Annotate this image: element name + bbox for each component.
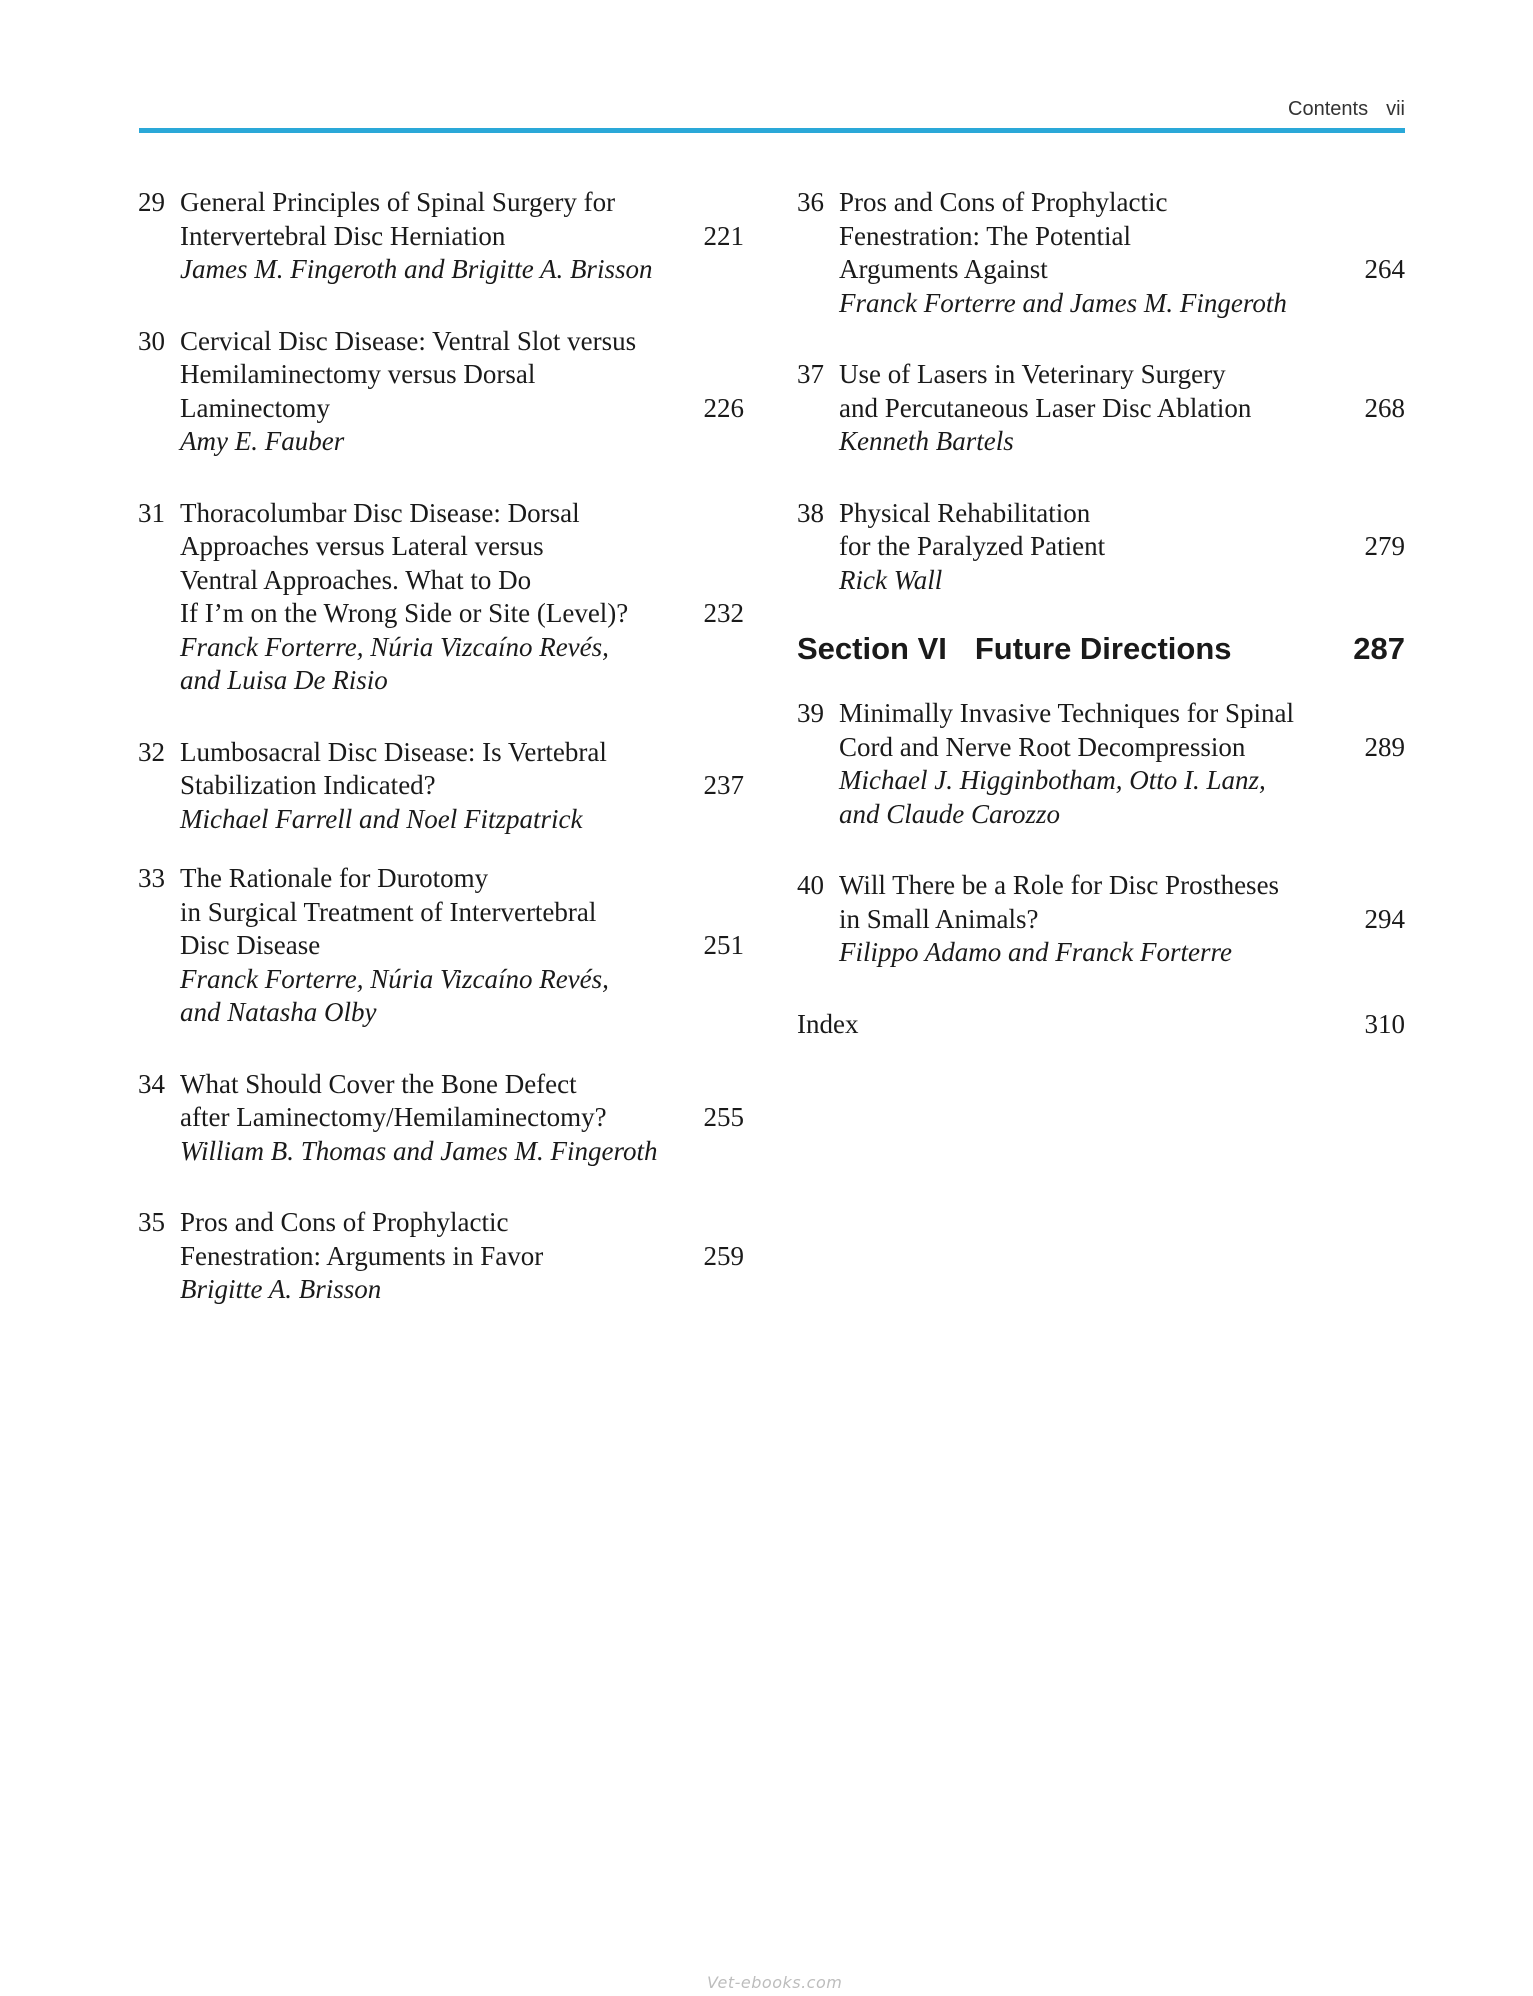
chapter-page: 268 <box>1364 392 1405 423</box>
chapter-authors: Franck Forterre, Núria Vizcaíno Revés, <box>180 963 609 994</box>
chapter-title-line: Intervertebral Disc Herniation <box>180 220 506 251</box>
chapter-authors: and Natasha Olby <box>180 997 377 1027</box>
toc-entry[interactable] <box>138 325 744 459</box>
chapter-authors: and Luisa De Risio <box>180 665 388 695</box>
chapter-title-line: Lumbosacral Disc Disease: Is Vertebral <box>180 736 607 767</box>
chapter-authors: Amy E. Fauber <box>180 426 345 456</box>
chapter-page: 259 <box>703 1240 744 1271</box>
toc-entry[interactable] <box>797 358 1405 459</box>
chapter-body <box>839 869 1345 970</box>
chapter-title-line: Minimally Invasive Techniques for Spinal <box>839 698 1295 728</box>
section-heading <box>797 629 1405 669</box>
toc-section-entries <box>797 697 1405 970</box>
chapter-page: 237 <box>703 770 744 800</box>
chapter-body <box>839 186 1345 320</box>
chapter-number: 29 <box>138 187 165 217</box>
section-title: Future Directions <box>974 631 1232 666</box>
chapter-title-line: Disc Disease <box>180 930 321 960</box>
chapter-number: 34 <box>138 1068 165 1099</box>
chapter-page: 264 <box>1364 254 1405 284</box>
chapter-title-line: The Rationale for Durotomy <box>180 863 489 893</box>
chapter-title-line: Fenestration: The Potential <box>839 220 1131 251</box>
chapter-page: 226 <box>703 392 744 423</box>
chapter-title-line: in Small Animals? <box>839 903 1039 934</box>
chapter-body <box>180 736 684 837</box>
chapter-body <box>180 497 684 698</box>
chapter-authors: Filippo Adamo and Franck Forterre <box>839 937 1232 967</box>
chapter-body <box>180 186 684 287</box>
chapter-number: 37 <box>797 359 824 389</box>
chapter-number: 40 <box>797 870 824 900</box>
chapter-title-line: Will There be a Role for Disc Prostheses <box>839 870 1280 900</box>
chapter-number: 33 <box>138 863 165 893</box>
chapter-page: 294 <box>1364 903 1405 934</box>
chapter-body <box>180 1068 684 1169</box>
chapter-title-line: Use of Lasers in Veterinary Surgery <box>839 359 1226 389</box>
chapter-title-line: General Principles of Spinal Surgery for <box>180 187 616 217</box>
watermark: Vet-ebooks.com <box>707 1973 843 1992</box>
toc-right-column <box>797 186 1405 1041</box>
chapter-title-line: in Surgical Treatment of Intervertebral <box>180 896 597 927</box>
toc-entry[interactable] <box>797 869 1405 970</box>
toc-right-entries <box>797 186 1405 597</box>
chapter-authors: Brigitte A. Brisson <box>180 1274 382 1304</box>
chapter-number: 39 <box>797 698 824 728</box>
chapter-page: 251 <box>703 930 744 960</box>
chapter-page: 289 <box>1364 731 1405 762</box>
chapter-title-line: Ventral Approaches. What to Do <box>180 564 532 595</box>
chapter-body <box>180 325 684 459</box>
running-head-title: Contents <box>1288 98 1369 120</box>
chapter-authors: Michael J. Higginbotham, Otto I. Lanz, <box>839 765 1266 795</box>
chapter-title-line: Thoracolumbar Disc Disease: Dorsal <box>180 497 580 528</box>
toc-entry[interactable] <box>138 736 744 837</box>
toc-entry[interactable] <box>138 1068 744 1169</box>
chapter-number: 35 <box>138 1207 165 1237</box>
toc-left-column <box>138 186 744 1307</box>
chapter-number: 31 <box>138 497 165 528</box>
toc-entry[interactable] <box>138 497 744 698</box>
chapter-authors: Rick Wall <box>839 564 943 595</box>
chapter-body <box>180 862 684 1030</box>
chapter-title-line: Approaches versus Lateral versus <box>180 531 544 561</box>
index-label: Index <box>797 1008 859 1039</box>
chapter-body <box>839 697 1345 831</box>
chapter-title-line: Cervical Disc Disease: Ventral Slot versus <box>180 325 637 356</box>
chapter-title-line: Cord and Nerve Root Decompression <box>839 731 1246 762</box>
page-number: vii <box>1386 98 1405 120</box>
chapter-title-line: Laminectomy <box>180 392 330 423</box>
toc-entry[interactable] <box>797 186 1405 320</box>
toc-entry[interactable] <box>797 697 1405 831</box>
chapter-page: 221 <box>703 220 744 251</box>
index-page: 310 <box>1364 1008 1405 1039</box>
header-rule <box>139 128 1405 133</box>
chapter-body <box>839 497 1345 598</box>
chapter-number: 38 <box>797 497 824 528</box>
toc-entry[interactable] <box>797 497 1405 598</box>
chapter-title-line: Physical Rehabilitation <box>839 497 1091 528</box>
section-label: Section VI <box>797 631 947 666</box>
chapter-authors: Franck Forterre, Núria Vizcaíno Revés, <box>180 631 609 662</box>
index-entry[interactable] <box>797 1008 1405 1042</box>
chapter-authors: James M. Fingeroth and Brigitte A. Brisson <box>180 254 653 284</box>
chapter-authors: Franck Forterre and James M. Fingeroth <box>839 287 1287 318</box>
chapter-title-line: Fenestration: Arguments in Favor <box>180 1240 544 1271</box>
chapter-authors: and Claude Carozzo <box>839 798 1061 829</box>
chapter-title-line: Pros and Cons of Prophylactic <box>180 1207 509 1237</box>
chapter-title-line: for the Paralyzed Patient <box>839 531 1106 561</box>
chapter-body <box>180 1206 684 1307</box>
running-head <box>1288 98 1405 121</box>
chapter-authors: Michael Farrell and Noel Fitzpatrick <box>180 803 583 834</box>
chapter-title-line: Pros and Cons of Prophylactic <box>839 187 1168 217</box>
chapter-title-line: Hemilaminectomy versus Dorsal <box>180 359 536 389</box>
section-page: 287 <box>1353 631 1405 666</box>
chapter-number: 32 <box>138 736 165 767</box>
chapter-title-line: Stabilization Indicated? <box>180 770 436 800</box>
toc-entry[interactable] <box>138 186 744 287</box>
chapter-authors: Kenneth Bartels <box>839 426 1014 456</box>
toc-entry[interactable] <box>138 862 744 1030</box>
chapter-title-line: If I’m on the Wrong Side or Site (Level)? <box>180 598 629 628</box>
chapter-title-line: What Should Cover the Bone Defect <box>180 1068 577 1099</box>
chapter-body <box>839 358 1345 459</box>
chapter-page: 255 <box>703 1102 744 1132</box>
chapter-authors: William B. Thomas and James M. Fingeroth <box>180 1135 658 1166</box>
toc-entry[interactable] <box>138 1206 744 1307</box>
chapter-page: 279 <box>1364 531 1405 561</box>
chapter-number: 30 <box>138 325 165 356</box>
chapter-title-line: Arguments Against <box>839 254 1048 284</box>
chapter-page: 232 <box>703 598 744 628</box>
chapter-number: 36 <box>797 187 824 217</box>
chapter-title-line: and Percutaneous Laser Disc Ablation <box>839 392 1252 423</box>
chapter-title-line: after Laminectomy/Hemilaminectomy? <box>180 1102 607 1132</box>
